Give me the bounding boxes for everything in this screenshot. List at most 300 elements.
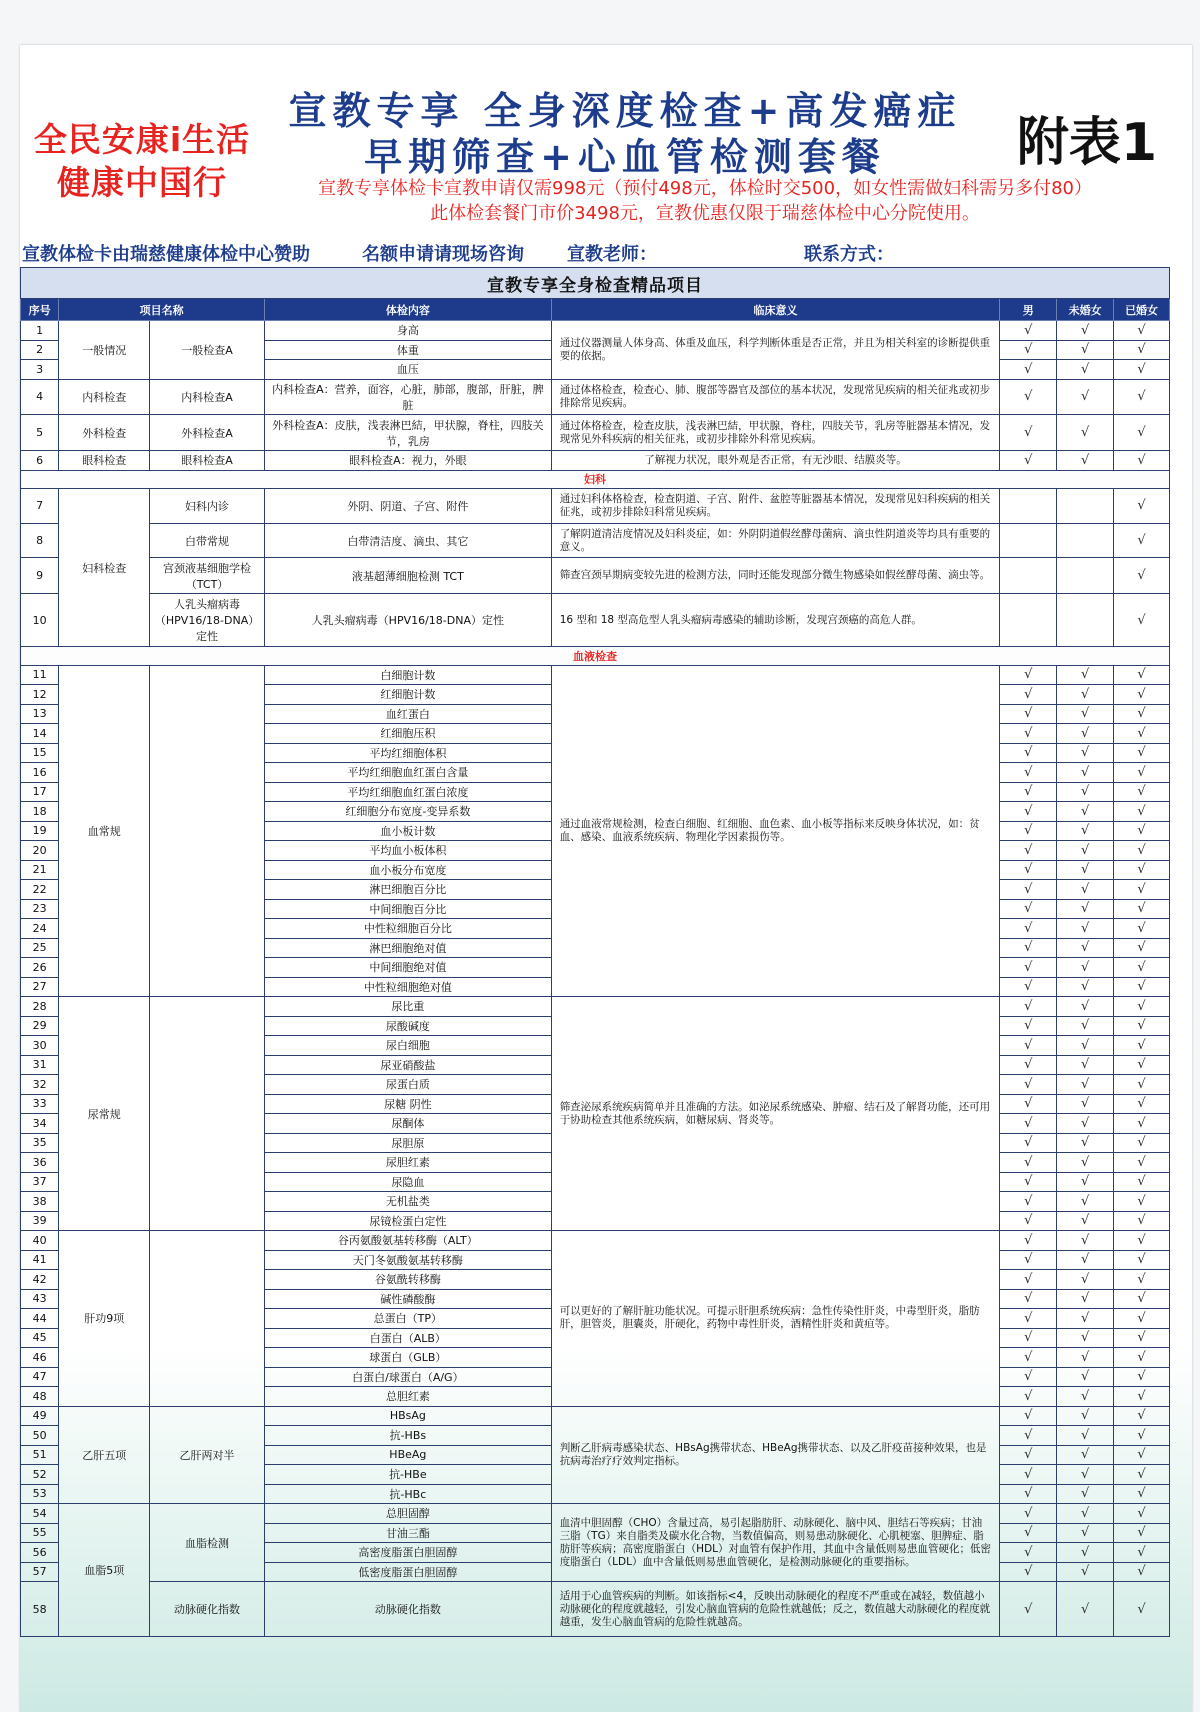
item-cell: 内科检查A — [150, 379, 265, 415]
check-married: √ — [1114, 958, 1170, 978]
table-caption: 宣教专享全身检查精品项目 — [21, 268, 1170, 299]
sponsor-text: 宣教体检卡由瑞慈健康体检中心赞助 — [22, 244, 310, 265]
row-no: 30 — [21, 1036, 59, 1056]
check-male: √ — [1000, 704, 1057, 724]
check-unmarried: √ — [1057, 1523, 1114, 1543]
item-cell: 动脉硬化指数 — [150, 1582, 265, 1637]
check-married: √ — [1114, 1582, 1170, 1637]
check-male: √ — [1000, 919, 1057, 939]
check-unmarried: √ — [1057, 321, 1114, 341]
meaning-cell: 通过血液常规检测，检查白细胞、红细胞、血色素、血小板等指标来反映身体状况，如：贫血、感染、血液系统疾病、物理化学因素损伤等。 — [551, 665, 1000, 997]
content-cell: 平均红细胞血红蛋白含量 — [265, 763, 552, 783]
check-unmarried: √ — [1057, 1114, 1114, 1134]
check-unmarried: √ — [1057, 1309, 1114, 1329]
check-male: √ — [1000, 1270, 1057, 1290]
check-unmarried: √ — [1057, 360, 1114, 380]
item-cell: 血脂检测 — [150, 1504, 265, 1582]
row-no: 48 — [21, 1387, 59, 1407]
check-married: √ — [1114, 782, 1170, 802]
check-male: √ — [1000, 724, 1057, 744]
content-cell: 外科检查A：皮肤，浅表淋巴結，甲状腺，脊柱，四肢关节，乳房 — [265, 415, 552, 451]
title-line-2: 早期筛查+心血管检测套餐 — [364, 135, 886, 179]
check-unmarried: √ — [1057, 340, 1114, 360]
check-married: √ — [1114, 1250, 1170, 1270]
row-no: 45 — [21, 1328, 59, 1348]
content-cell: 中性粒细胞绝对值 — [265, 977, 552, 997]
check-male — [1000, 489, 1057, 524]
check-male: √ — [1000, 1289, 1057, 1309]
check-unmarried: √ — [1057, 1387, 1114, 1407]
row-no: 53 — [21, 1484, 59, 1504]
header-married-female: 已婚女 — [1114, 299, 1170, 321]
check-male: √ — [1000, 1465, 1057, 1485]
check-male: √ — [1000, 379, 1057, 415]
check-married: √ — [1114, 724, 1170, 744]
table-row — [21, 415, 1170, 451]
check-male: √ — [1000, 880, 1057, 900]
category-cell: 内科检查 — [59, 379, 150, 415]
row-no: 54 — [21, 1504, 59, 1524]
row-no: 13 — [21, 704, 59, 724]
table-row — [21, 558, 1170, 594]
table-row — [21, 321, 1170, 341]
section-blood: 血液检查 — [21, 647, 1170, 665]
check-unmarried: √ — [1057, 1133, 1114, 1153]
check-male: √ — [1000, 360, 1057, 380]
content-cell: 淋巴细胞百分比 — [265, 880, 552, 900]
check-married: √ — [1114, 523, 1170, 558]
check-unmarried: √ — [1057, 1582, 1114, 1637]
table-row — [21, 523, 1170, 558]
meaning-cell: 了解阴道清洁度情况及妇科炎症，如：外阴阴道假丝酵母菌病、滴虫性阴道炎等均具有重要的意义。 — [551, 523, 1000, 558]
row-no: 20 — [21, 841, 59, 861]
check-unmarried: √ — [1057, 1231, 1114, 1251]
check-male: √ — [1000, 997, 1057, 1017]
content-cell: 血小板计数 — [265, 821, 552, 841]
check-married: √ — [1114, 1289, 1170, 1309]
content-cell: 球蛋白（GLB） — [265, 1348, 552, 1368]
content-cell: 尿蛋白质 — [265, 1075, 552, 1095]
table-row — [21, 665, 1170, 685]
meaning-cell: 通过妇科体格检查，检查阴道、子宫、附件、盆腔等脏器基本情况，发现常见妇科疾病的相关征兆，或初步排除妇科常见疾病。 — [551, 489, 1000, 524]
table-row — [21, 489, 1170, 524]
check-married: √ — [1114, 1387, 1170, 1407]
row-no: 18 — [21, 802, 59, 822]
check-male: √ — [1000, 1562, 1057, 1582]
content-cell: 抗-HBc — [265, 1484, 552, 1504]
content-cell: 谷氨酰转移酶 — [265, 1270, 552, 1290]
check-married: √ — [1114, 1465, 1170, 1485]
check-married: √ — [1114, 1523, 1170, 1543]
content-cell: 血压 — [265, 360, 552, 380]
row-no: 56 — [21, 1543, 59, 1563]
check-married: √ — [1114, 938, 1170, 958]
check-married: √ — [1114, 685, 1170, 705]
item-cell: 乙肝两对半 — [150, 1406, 265, 1504]
content-cell: 无机盐类 — [265, 1192, 552, 1212]
content-cell: 尿隐血 — [265, 1172, 552, 1192]
check-male: √ — [1000, 1543, 1057, 1563]
check-married: √ — [1114, 880, 1170, 900]
content-cell: 白带清洁度、滴虫、其它 — [265, 523, 552, 558]
table-row — [21, 594, 1170, 647]
content-cell: 液基超薄细胞检测 TCT — [265, 558, 552, 594]
row-no: 29 — [21, 1016, 59, 1036]
content-cell: 血红蛋白 — [265, 704, 552, 724]
content-cell: 眼科检查A：视力，外眼 — [265, 451, 552, 471]
check-male: √ — [1000, 1211, 1057, 1231]
check-married: √ — [1114, 1348, 1170, 1368]
check-unmarried: √ — [1057, 958, 1114, 978]
check-unmarried: √ — [1057, 1250, 1114, 1270]
row-no: 37 — [21, 1172, 59, 1192]
check-male: √ — [1000, 321, 1057, 341]
content-cell: 人乳头瘤病毒（HPV16/18-DNA）定性 — [265, 594, 552, 647]
check-unmarried: √ — [1057, 1348, 1114, 1368]
content-cell: 内科检查A：营养，面容，心脏，肺部，腹部，肝脏，脾脏 — [265, 379, 552, 415]
row-no: 46 — [21, 1348, 59, 1368]
check-male: √ — [1000, 1348, 1057, 1368]
check-male: √ — [1000, 665, 1057, 685]
item-cell — [150, 997, 265, 1231]
check-male: √ — [1000, 1328, 1057, 1348]
check-unmarried: √ — [1057, 743, 1114, 763]
check-married: √ — [1114, 743, 1170, 763]
check-male — [1000, 594, 1057, 647]
row-no: 26 — [21, 958, 59, 978]
row-no: 12 — [21, 685, 59, 705]
check-married: √ — [1114, 821, 1170, 841]
check-unmarried: √ — [1057, 1016, 1114, 1036]
price-line-2: 此体检套餐门市价3498元，宣教优惠仅限于瑞慈体检中心分院使用。 — [430, 203, 980, 224]
check-married: √ — [1114, 1114, 1170, 1134]
content-cell: 尿亚硝酸盐 — [265, 1055, 552, 1075]
content-cell: 平均红细胞血红蛋白浓度 — [265, 782, 552, 802]
row-no: 57 — [21, 1562, 59, 1582]
check-married: √ — [1114, 1445, 1170, 1465]
check-unmarried: √ — [1057, 1367, 1114, 1387]
item-cell: 外科检查A — [150, 415, 265, 451]
meaning-cell: 通过体格检查，检查皮肤，浅表淋巴結，甲状腺，脊柱，四肢关节，乳房等脏器基本情况，发现常见外科疾病的相关征兆，或初步排除外科常见疾病。 — [551, 415, 1000, 451]
check-male: √ — [1000, 821, 1057, 841]
check-married: √ — [1114, 1562, 1170, 1582]
quota-text: 名额申请请现场咨询 — [362, 244, 524, 265]
item-cell: 一般检查A — [150, 321, 265, 380]
row-no: 22 — [21, 880, 59, 900]
row-no: 35 — [21, 1133, 59, 1153]
row-no: 4 — [21, 379, 59, 415]
check-unmarried: √ — [1057, 977, 1114, 997]
check-unmarried: √ — [1057, 899, 1114, 919]
check-male — [1000, 523, 1057, 558]
section-row — [21, 647, 1170, 665]
check-male: √ — [1000, 1075, 1057, 1095]
check-unmarried: √ — [1057, 1094, 1114, 1114]
row-no: 31 — [21, 1055, 59, 1075]
check-male: √ — [1000, 802, 1057, 822]
category-cell: 尿常规 — [59, 997, 150, 1231]
row-no: 47 — [21, 1367, 59, 1387]
check-unmarried: √ — [1057, 1270, 1114, 1290]
slogan-line-1: 全民安康i生活 — [33, 120, 251, 159]
check-male: √ — [1000, 1504, 1057, 1524]
content-cell: 红细胞压积 — [265, 724, 552, 744]
check-male: √ — [1000, 1133, 1057, 1153]
check-unmarried: √ — [1057, 1562, 1114, 1582]
check-unmarried — [1057, 489, 1114, 524]
check-male: √ — [1000, 938, 1057, 958]
check-unmarried: √ — [1057, 880, 1114, 900]
content-cell: 动脉硬化指数 — [265, 1582, 552, 1637]
content-cell: 中间细胞绝对值 — [265, 958, 552, 978]
price-line-1: 宣教专享体检卡宣教申请仅需998元（预付498元，体检时交500，如女性需做妇科需另多付80） — [318, 178, 1092, 199]
meaning-cell: 了解视力状况，眼外观是否正常，有无沙眼、结膜炎等。 — [551, 451, 1000, 471]
check-male: √ — [1000, 977, 1057, 997]
check-unmarried: √ — [1057, 802, 1114, 822]
content-cell: 总蛋白（TP） — [265, 1309, 552, 1329]
row-no: 19 — [21, 821, 59, 841]
check-unmarried: √ — [1057, 1075, 1114, 1095]
content-cell: 淋巴细胞绝对值 — [265, 938, 552, 958]
meaning-cell: 可以更好的了解肝脏功能状况。可提示肝胆系统疾病：急性传染性肝炎，中毒型肝炎，脂肪肝，胆管炎，胆囊炎，肝硬化，药物中毒性肝炎，酒精性肝炎和黄疸等。 — [551, 1231, 1000, 1407]
header-meaning: 临床意义 — [551, 299, 1000, 321]
content-cell: 红细胞分布宽度-变异系数 — [265, 802, 552, 822]
check-married: √ — [1114, 1543, 1170, 1563]
check-male: √ — [1000, 340, 1057, 360]
category-cell: 乙肝五项 — [59, 1406, 150, 1504]
item-cell: 宫颈液基细胞学检（TCT） — [150, 558, 265, 594]
content-cell: 红细胞计数 — [265, 685, 552, 705]
category-cell: 妇科检查 — [59, 489, 150, 647]
check-unmarried: √ — [1057, 1036, 1114, 1056]
check-married: √ — [1114, 977, 1170, 997]
check-male: √ — [1000, 1523, 1057, 1543]
item-cell: 人乳头瘤病毒（HPV16/18-DNA）定性 — [150, 594, 265, 647]
check-unmarried: √ — [1057, 938, 1114, 958]
table-row — [21, 379, 1170, 415]
check-male: √ — [1000, 1231, 1057, 1251]
row-no: 9 — [21, 558, 59, 594]
check-unmarried: √ — [1057, 685, 1114, 705]
content-cell: 总胆红素 — [265, 1387, 552, 1407]
check-unmarried: √ — [1057, 1153, 1114, 1173]
content-cell: 平均血小板体积 — [265, 841, 552, 861]
slogan — [22, 118, 262, 204]
row-no: 42 — [21, 1270, 59, 1290]
content-cell: 身高 — [265, 321, 552, 341]
check-married: √ — [1114, 704, 1170, 724]
row-no: 5 — [21, 415, 59, 451]
table-row — [21, 451, 1170, 471]
check-male: √ — [1000, 451, 1057, 471]
meaning-cell: 通过体格检查，检查心、肺、腹部等器官及部位的基本状况，发现常见疾病的相关征兆或初步排除常见疾病。 — [551, 379, 1000, 415]
check-male: √ — [1000, 1426, 1057, 1446]
row-no: 27 — [21, 977, 59, 997]
check-married: √ — [1114, 1094, 1170, 1114]
meaning-cell: 判断乙肝病毒感染状态、HBsAg携带状态、HBeAg携带状态、以及乙肝疫苗接种效果，也是抗病毒治疗疗效判定指标。 — [551, 1406, 1000, 1504]
row-no: 36 — [21, 1153, 59, 1173]
row-no: 34 — [21, 1114, 59, 1134]
meaning-cell: 血清中胆固醇（CHO）含量过高，易引起脂肪肝、动脉硬化、脑中风、胆结石等疾病；甘油三脂（TG）来自脂类及碳水化合物，当数值偏高，则易患动脉硬化、心肌梗塞、胆脾症、脂肪肝等疾病；高密度脂蛋白（HDL）对血管有保护作用，其血中含量低则易患血管硬化；低密度脂蛋白（LDL）血中含量低则易患血管硬化，是检测动脉硬化的重要指标。 — [551, 1504, 1000, 1582]
check-male: √ — [1000, 1406, 1057, 1426]
check-unmarried: √ — [1057, 1465, 1114, 1485]
row-no: 43 — [21, 1289, 59, 1309]
header-unmarried-female: 未婚女 — [1057, 299, 1114, 321]
check-male: √ — [1000, 841, 1057, 861]
content-cell: 外阴、阴道、子宫、附件 — [265, 489, 552, 524]
check-male: √ — [1000, 1367, 1057, 1387]
check-male: √ — [1000, 958, 1057, 978]
row-no: 39 — [21, 1211, 59, 1231]
check-unmarried: √ — [1057, 1289, 1114, 1309]
check-unmarried: √ — [1057, 919, 1114, 939]
check-married: √ — [1114, 1484, 1170, 1504]
check-married: √ — [1114, 1211, 1170, 1231]
item-cell: 眼科检查A — [150, 451, 265, 471]
check-married: √ — [1114, 1016, 1170, 1036]
check-married: √ — [1114, 1172, 1170, 1192]
table-row — [21, 1582, 1170, 1637]
contact-label: 联系方式： — [804, 244, 894, 265]
meaning-cell: 适用于心血管疾病的判断。如该指标<4，反映出动脉硬化的程度不严重或在减轻，数值越小动脉硬化的程度就越轻，引发心脑血管病的危险性就越低；反之，数值越大动脉硬化的程度就越重，发生心脑血管病的危险性就越高。 — [551, 1582, 1000, 1637]
check-unmarried: √ — [1057, 860, 1114, 880]
item-cell — [150, 1231, 265, 1407]
content-cell: 高密度脂蛋白胆固醇 — [265, 1543, 552, 1563]
check-married: √ — [1114, 1270, 1170, 1290]
check-male: √ — [1000, 763, 1057, 783]
content-cell: 白细胞计数 — [265, 665, 552, 685]
check-married: √ — [1114, 1231, 1170, 1251]
check-unmarried: √ — [1057, 1426, 1114, 1446]
check-married: √ — [1114, 558, 1170, 594]
check-unmarried: √ — [1057, 782, 1114, 802]
check-married: √ — [1114, 860, 1170, 880]
header-content: 体检内容 — [265, 299, 552, 321]
exam-table — [20, 267, 1170, 1637]
check-male: √ — [1000, 1055, 1057, 1075]
check-unmarried: √ — [1057, 997, 1114, 1017]
row-no: 52 — [21, 1465, 59, 1485]
row-no: 58 — [21, 1582, 59, 1637]
row-no: 8 — [21, 523, 59, 558]
check-male: √ — [1000, 1016, 1057, 1036]
check-male: √ — [1000, 782, 1057, 802]
check-unmarried: √ — [1057, 704, 1114, 724]
check-unmarried: √ — [1057, 451, 1114, 471]
check-male: √ — [1000, 1114, 1057, 1134]
check-married: √ — [1114, 665, 1170, 685]
check-male: √ — [1000, 1036, 1057, 1056]
category-cell: 一般情况 — [59, 321, 150, 380]
category-cell: 眼科检查 — [59, 451, 150, 471]
content-cell: HBsAg — [265, 1406, 552, 1426]
check-married: √ — [1114, 1192, 1170, 1212]
row-no: 25 — [21, 938, 59, 958]
table-row — [21, 1406, 1170, 1426]
content-cell: 甘油三酯 — [265, 1523, 552, 1543]
sponsor-bar — [22, 240, 1172, 266]
row-no: 40 — [21, 1231, 59, 1251]
check-married: √ — [1114, 763, 1170, 783]
row-no: 41 — [21, 1250, 59, 1270]
check-married: √ — [1114, 1406, 1170, 1426]
row-no: 55 — [21, 1523, 59, 1543]
content-cell: 尿镜检蛋白定性 — [265, 1211, 552, 1231]
check-male: √ — [1000, 1172, 1057, 1192]
content-cell: 白蛋白/球蛋白（A/G） — [265, 1367, 552, 1387]
check-unmarried: √ — [1057, 665, 1114, 685]
header-male: 男 — [1000, 299, 1057, 321]
row-no: 6 — [21, 451, 59, 471]
check-unmarried: √ — [1057, 724, 1114, 744]
check-unmarried: √ — [1057, 1055, 1114, 1075]
row-no: 51 — [21, 1445, 59, 1465]
row-no: 14 — [21, 724, 59, 744]
section-row — [21, 470, 1170, 488]
row-no: 28 — [21, 997, 59, 1017]
check-married: √ — [1114, 802, 1170, 822]
check-male: √ — [1000, 1484, 1057, 1504]
content-cell: HBeAg — [265, 1445, 552, 1465]
check-unmarried: √ — [1057, 1328, 1114, 1348]
annex-label: 附表1 — [1016, 113, 1158, 173]
content-cell: 尿酮体 — [265, 1114, 552, 1134]
check-male: √ — [1000, 1094, 1057, 1114]
page-title — [250, 88, 1000, 180]
content-cell: 中间细胞百分比 — [265, 899, 552, 919]
check-married: √ — [1114, 1504, 1170, 1524]
row-no: 38 — [21, 1192, 59, 1212]
check-unmarried: √ — [1057, 1445, 1114, 1465]
row-no: 3 — [21, 360, 59, 380]
table-row — [21, 997, 1170, 1017]
row-no: 15 — [21, 743, 59, 763]
content-cell: 尿比重 — [265, 997, 552, 1017]
check-married: √ — [1114, 1328, 1170, 1348]
category-cell: 血脂5项 — [59, 1504, 150, 1637]
content-cell: 抗-HBe — [265, 1465, 552, 1485]
content-cell: 尿胆原 — [265, 1133, 552, 1153]
row-no: 23 — [21, 899, 59, 919]
item-cell — [150, 665, 265, 997]
check-unmarried: √ — [1057, 763, 1114, 783]
check-unmarried: √ — [1057, 415, 1114, 451]
content-cell: 中性粒细胞百分比 — [265, 919, 552, 939]
row-no: 44 — [21, 1309, 59, 1329]
table-row — [21, 1504, 1170, 1524]
check-unmarried — [1057, 558, 1114, 594]
item-cell: 妇科内诊 — [150, 489, 265, 524]
check-unmarried — [1057, 523, 1114, 558]
row-no: 17 — [21, 782, 59, 802]
table-row — [21, 1231, 1170, 1251]
meaning-cell: 筛查宫颈早期病变较先进的检测方法，同时还能发现部分微生物感染如假丝酵母菌、滴虫等。 — [551, 558, 1000, 594]
category-cell: 外科检查 — [59, 415, 150, 451]
check-male: √ — [1000, 1153, 1057, 1173]
content-cell: 天门冬氨酸氨基转移酶 — [265, 1250, 552, 1270]
check-married: √ — [1114, 1075, 1170, 1095]
check-male — [1000, 558, 1057, 594]
content-cell: 抗-HBs — [265, 1426, 552, 1446]
check-married: √ — [1114, 379, 1170, 415]
category-cell: 肝功9项 — [59, 1231, 150, 1407]
title-line-1: 宣教专享 全身深度检查+高发癌症 — [288, 89, 962, 133]
check-unmarried: √ — [1057, 1192, 1114, 1212]
content-cell: 低密度脂蛋白胆固醇 — [265, 1562, 552, 1582]
section-gyn: 妇科 — [21, 470, 1170, 488]
check-unmarried: √ — [1057, 1211, 1114, 1231]
check-male: √ — [1000, 685, 1057, 705]
